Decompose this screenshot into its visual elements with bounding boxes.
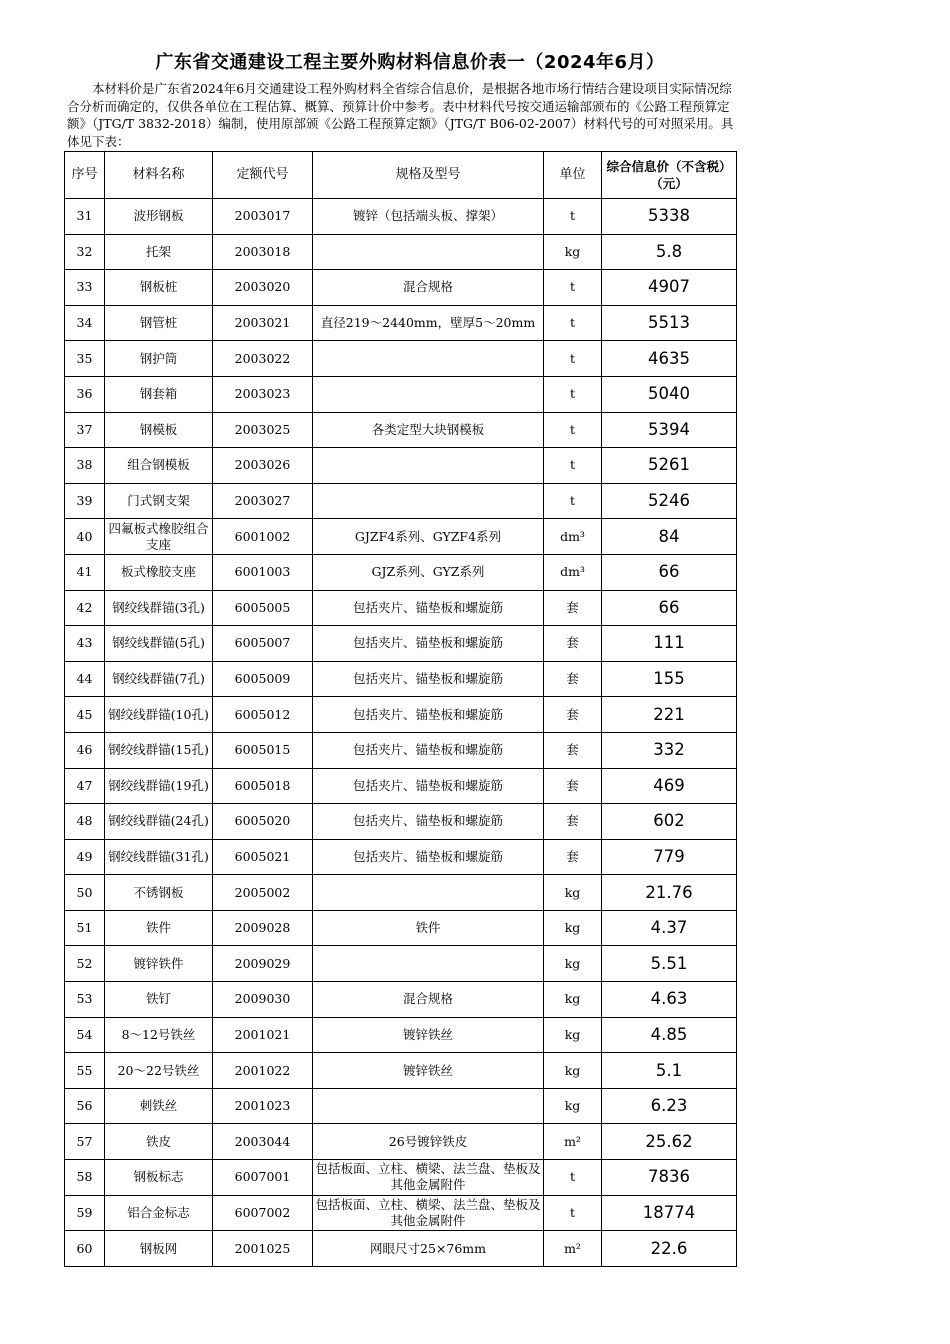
unit: t [544, 1195, 602, 1231]
price-value: 5261 [602, 448, 737, 484]
price-value: 5.8 [602, 234, 737, 270]
unit: dm³ [544, 519, 602, 555]
material-name: 托架 [105, 234, 213, 270]
row-no: 60 [65, 1231, 105, 1267]
price-value: 22.6 [602, 1231, 737, 1267]
spec-model: GJZF4系列、GYZF4系列 [313, 519, 544, 555]
unit: m² [544, 1124, 602, 1160]
table-row [65, 199, 737, 235]
material-name: 钢板桩 [105, 270, 213, 306]
unit: t [544, 341, 602, 377]
table-row [65, 376, 737, 412]
spec-model: 铁件 [313, 910, 544, 946]
quota-code: 2001023 [213, 1088, 313, 1124]
material-name: 钢模板 [105, 412, 213, 448]
row-no: 45 [65, 697, 105, 733]
table-row [65, 519, 737, 555]
unit: kg [544, 910, 602, 946]
price-value: 111 [602, 626, 737, 662]
price-value: 4.37 [602, 910, 737, 946]
material-name: 铁钉 [105, 982, 213, 1018]
material-name: 20～22号铁丝 [105, 1053, 213, 1089]
material-name: 钢板网 [105, 1231, 213, 1267]
price-value: 21.76 [602, 875, 737, 911]
col-header-spec: 规格及型号 [313, 152, 544, 199]
unit: kg [544, 946, 602, 982]
material-name: 板式橡胶支座 [105, 554, 213, 590]
quota-code: 2009028 [213, 910, 313, 946]
quota-code: 2005002 [213, 875, 313, 911]
unit: t [544, 305, 602, 341]
quota-code: 6005020 [213, 804, 313, 840]
material-name: 钢绞线群锚(31孔) [105, 839, 213, 875]
price-value: 4907 [602, 270, 737, 306]
unit: 套 [544, 839, 602, 875]
col-header-no: 序号 [65, 152, 105, 199]
material-name: 四氟板式橡胶组合支座 [105, 519, 213, 555]
row-no: 40 [65, 519, 105, 555]
material-name: 铝合金标志 [105, 1195, 213, 1231]
price-value: 332 [602, 732, 737, 768]
unit: m² [544, 1231, 602, 1267]
table-row [65, 1231, 737, 1267]
page-title: 广东省交通建设工程主要外购材料信息价表一（2024年6月） [155, 52, 665, 73]
material-name: 钢管桩 [105, 305, 213, 341]
row-no: 59 [65, 1195, 105, 1231]
material-name: 钢绞线群锚(15孔) [105, 732, 213, 768]
price-value: 5246 [602, 483, 737, 519]
quota-code: 2003017 [213, 199, 313, 235]
table-row [65, 875, 737, 911]
price-value: 5394 [602, 412, 737, 448]
quota-code: 2003020 [213, 270, 313, 306]
col-header-name: 材料名称 [105, 152, 213, 199]
quota-code: 6007001 [213, 1160, 313, 1196]
row-no: 34 [65, 305, 105, 341]
spec-model [313, 946, 544, 982]
price-value: 221 [602, 697, 737, 733]
unit: 套 [544, 732, 602, 768]
material-name: 8～12号铁丝 [105, 1017, 213, 1053]
spec-model: 包括夹片、锚垫板和螺旋筋 [313, 732, 544, 768]
spec-model [313, 483, 544, 519]
quota-code: 6005005 [213, 590, 313, 626]
table-row [65, 483, 737, 519]
spec-model [313, 341, 544, 377]
table-row [65, 1088, 737, 1124]
spec-model: 包括夹片、锚垫板和螺旋筋 [313, 590, 544, 626]
spec-model: 包括板面、立柱、横梁、法兰盘、垫板及其他金属附件 [313, 1195, 544, 1231]
price-value: 602 [602, 804, 737, 840]
table-row [65, 697, 737, 733]
spec-model: 混合规格 [313, 982, 544, 1018]
material-name: 钢套箱 [105, 376, 213, 412]
price-value: 5338 [602, 199, 737, 235]
price-value: 66 [602, 554, 737, 590]
unit: 套 [544, 697, 602, 733]
unit: t [544, 448, 602, 484]
table-row [65, 1017, 737, 1053]
unit: t [544, 376, 602, 412]
unit: kg [544, 1053, 602, 1089]
quota-code: 2003025 [213, 412, 313, 448]
price-value: 7836 [602, 1160, 737, 1196]
unit: t [544, 483, 602, 519]
price-value: 155 [602, 661, 737, 697]
material-name: 不锈钢板 [105, 875, 213, 911]
table-row [65, 412, 737, 448]
unit: 套 [544, 590, 602, 626]
row-no: 31 [65, 199, 105, 235]
unit: t [544, 1160, 602, 1196]
material-name: 门式钢支架 [105, 483, 213, 519]
table-row [65, 341, 737, 377]
row-no: 33 [65, 270, 105, 306]
price-value: 4.85 [602, 1017, 737, 1053]
price-value: 5.1 [602, 1053, 737, 1089]
quota-code: 2003021 [213, 305, 313, 341]
row-no: 54 [65, 1017, 105, 1053]
table-row [65, 1160, 737, 1196]
spec-model: 混合规格 [313, 270, 544, 306]
price-value: 4.63 [602, 982, 737, 1018]
price-value: 4635 [602, 341, 737, 377]
row-no: 50 [65, 875, 105, 911]
quota-code: 2003044 [213, 1124, 313, 1160]
spec-model: 包括夹片、锚垫板和螺旋筋 [313, 661, 544, 697]
table-row [65, 305, 737, 341]
material-name: 组合钢模板 [105, 448, 213, 484]
unit: 套 [544, 626, 602, 662]
spec-model: 包括夹片、锚垫板和螺旋筋 [313, 804, 544, 840]
spec-model: 镀锌铁丝 [313, 1017, 544, 1053]
quota-code: 2003018 [213, 234, 313, 270]
row-no: 46 [65, 732, 105, 768]
material-name: 钢护筒 [105, 341, 213, 377]
table-row [65, 661, 737, 697]
unit: kg [544, 875, 602, 911]
unit: kg [544, 1017, 602, 1053]
quota-code: 2003022 [213, 341, 313, 377]
price-value: 66 [602, 590, 737, 626]
table-row [65, 804, 737, 840]
table-row [65, 732, 737, 768]
price-value: 84 [602, 519, 737, 555]
table-row [65, 234, 737, 270]
spec-model: 包括夹片、锚垫板和螺旋筋 [313, 626, 544, 662]
quota-code: 2003026 [213, 448, 313, 484]
unit: kg [544, 1088, 602, 1124]
table-row [65, 1195, 737, 1231]
spec-model: 镀锌铁丝 [313, 1053, 544, 1089]
quota-code: 6005015 [213, 732, 313, 768]
spec-model: 镀锌（包括端头板、撑架） [313, 199, 544, 235]
spec-model: 包括板面、立柱、横梁、法兰盘、垫板及其他金属附件 [313, 1160, 544, 1196]
row-no: 48 [65, 804, 105, 840]
row-no: 38 [65, 448, 105, 484]
table-row [65, 448, 737, 484]
spec-model: GJZ系列、GYZ系列 [313, 554, 544, 590]
spec-model: 各类定型大块钢模板 [313, 412, 544, 448]
material-name: 钢绞线群锚(19孔) [105, 768, 213, 804]
unit: t [544, 412, 602, 448]
unit: 套 [544, 661, 602, 697]
material-name: 钢绞线群锚(3孔) [105, 590, 213, 626]
unit: dm³ [544, 554, 602, 590]
material-name: 刺铁丝 [105, 1088, 213, 1124]
row-no: 55 [65, 1053, 105, 1089]
row-no: 56 [65, 1088, 105, 1124]
price-value: 25.62 [602, 1124, 737, 1160]
row-no: 41 [65, 554, 105, 590]
material-name: 铁件 [105, 910, 213, 946]
spec-model: 直径219～2440mm，壁厚5～20mm [313, 305, 544, 341]
table-row [65, 1124, 737, 1160]
table-row [65, 946, 737, 982]
quota-code: 6005007 [213, 626, 313, 662]
quota-code: 2009029 [213, 946, 313, 982]
row-no: 47 [65, 768, 105, 804]
price-value: 779 [602, 839, 737, 875]
material-name: 钢绞线群锚(10孔) [105, 697, 213, 733]
unit: 套 [544, 804, 602, 840]
quota-code: 6001002 [213, 519, 313, 555]
quota-code: 6007002 [213, 1195, 313, 1231]
row-no: 58 [65, 1160, 105, 1196]
material-name: 钢绞线群锚(5孔) [105, 626, 213, 662]
spec-model: 26号镀锌铁皮 [313, 1124, 544, 1160]
quota-code: 2003027 [213, 483, 313, 519]
quota-code: 2001025 [213, 1231, 313, 1267]
row-no: 43 [65, 626, 105, 662]
spec-model: 包括夹片、锚垫板和螺旋筋 [313, 697, 544, 733]
material-name: 钢板标志 [105, 1160, 213, 1196]
quota-code: 6005018 [213, 768, 313, 804]
row-no: 52 [65, 946, 105, 982]
intro-paragraph: 本材料价是广东省2024年6月交通建设工程外购材料全省综合信息价，是根据各地市场行情结合建设项目实际情况综合分析而确定的，仅供各单位在工程估算、概算、预算计价中参考。表中材料代号按交通运输部颁布的《公路工程预算定额》（JTG/T 3832-2018）编制，使用原部颁《公路工程预算定额》（JTG/T B06-02-2007）材料代号的可对照采用。具体见下表： [67, 81, 734, 149]
price-value: 6.23 [602, 1088, 737, 1124]
spec-model [313, 234, 544, 270]
table-row [65, 626, 737, 662]
unit: t [544, 199, 602, 235]
price-value: 5.51 [602, 946, 737, 982]
unit: kg [544, 234, 602, 270]
quota-code: 2003023 [213, 376, 313, 412]
price-table [64, 151, 737, 1267]
row-no: 32 [65, 234, 105, 270]
col-header-unit: 单位 [544, 152, 602, 199]
row-no: 49 [65, 839, 105, 875]
quota-code: 6005009 [213, 661, 313, 697]
unit: t [544, 270, 602, 306]
spec-model: 网眼尺寸25×76mm [313, 1231, 544, 1267]
table-row [65, 982, 737, 1018]
row-no: 53 [65, 982, 105, 1018]
price-value: 469 [602, 768, 737, 804]
spec-model: 包括夹片、锚垫板和螺旋筋 [313, 768, 544, 804]
price-value: 5513 [602, 305, 737, 341]
quota-code: 6001003 [213, 554, 313, 590]
row-no: 51 [65, 910, 105, 946]
spec-model: 包括夹片、锚垫板和螺旋筋 [313, 839, 544, 875]
material-name: 钢绞线群锚(7孔) [105, 661, 213, 697]
spec-model [313, 875, 544, 911]
quota-code: 6005021 [213, 839, 313, 875]
row-no: 42 [65, 590, 105, 626]
table-row [65, 270, 737, 306]
unit: 套 [544, 768, 602, 804]
row-no: 37 [65, 412, 105, 448]
quota-code: 2001021 [213, 1017, 313, 1053]
spec-model [313, 448, 544, 484]
table-row [65, 554, 737, 590]
quota-code: 2009030 [213, 982, 313, 1018]
table-row [65, 910, 737, 946]
col-header-price: 综合信息价（不含税）（元） [602, 152, 737, 199]
table-row [65, 590, 737, 626]
col-header-code: 定额代号 [213, 152, 313, 199]
row-no: 57 [65, 1124, 105, 1160]
material-name: 镀锌铁件 [105, 946, 213, 982]
material-name: 铁皮 [105, 1124, 213, 1160]
quota-code: 2001022 [213, 1053, 313, 1089]
unit: kg [544, 982, 602, 1018]
spec-model [313, 1088, 544, 1124]
row-no: 44 [65, 661, 105, 697]
row-no: 36 [65, 376, 105, 412]
table-row [65, 768, 737, 804]
material-name: 波形钢板 [105, 199, 213, 235]
price-value: 18774 [602, 1195, 737, 1231]
table-header-row [65, 152, 737, 199]
material-name: 钢绞线群锚(24孔) [105, 804, 213, 840]
row-no: 35 [65, 341, 105, 377]
table-row [65, 839, 737, 875]
spec-model [313, 376, 544, 412]
row-no: 39 [65, 483, 105, 519]
price-value: 5040 [602, 376, 737, 412]
table-row [65, 1053, 737, 1089]
quota-code: 6005012 [213, 697, 313, 733]
